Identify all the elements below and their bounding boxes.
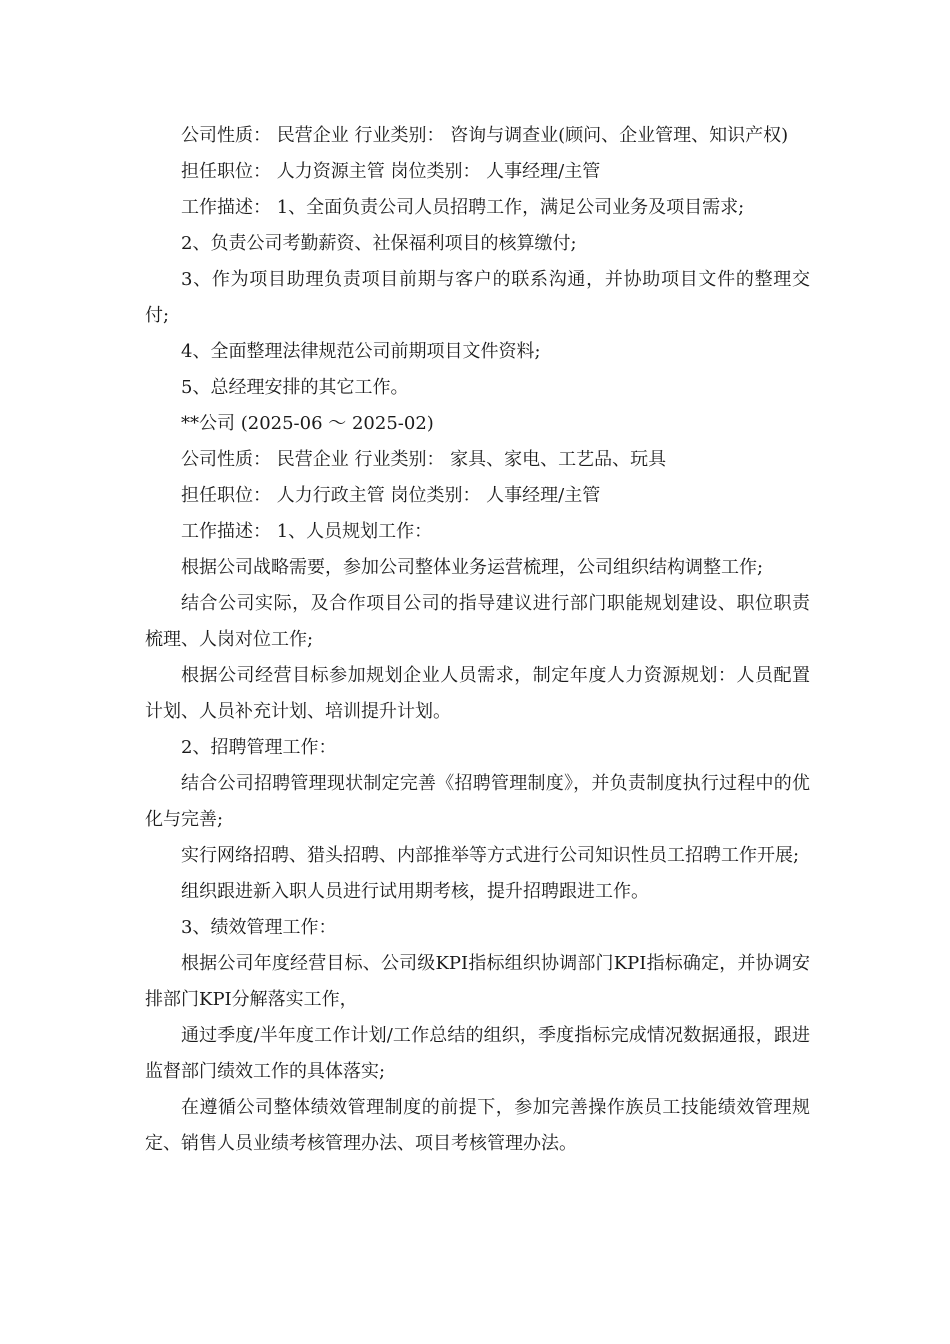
paragraph: 3、作为项目助理负责项目前期与客户的联系沟通，并协助项目文件的整理交付; [145, 269, 810, 326]
paragraph: 在遵循公司整体绩效管理制度的前提下，参加完善操作族员工技能绩效管理规定、销售人员业绩考核管理办法、项目考核管理办法。 [145, 1097, 810, 1154]
paragraph: 实行网络招聘、猎头招聘、内部推举等方式进行公司知识性员工招聘工作开展; [181, 845, 800, 866]
section-heading: 3、绩效管理工作： [181, 917, 337, 938]
paragraph: 结合公司实际，及合作项目公司的指导建议进行部门职能规划建设、职位职责梳理、人岗对位工作; [145, 593, 810, 650]
paragraph: 2、负责公司考勤薪资、社保福利项目的核算缴付; [181, 233, 577, 254]
paragraph: 担任职位： 人力行政主管 岗位类别： 人事经理/主管 [181, 485, 601, 506]
paragraph: 根据公司战略需要，参加公司整体业务运营梳理，公司组织结构调整工作; [181, 557, 764, 578]
paragraph: 工作描述： 1、人员规划工作： [181, 521, 433, 542]
paragraph: 4、全面整理法律规范公司前期项目文件资料; [181, 341, 541, 362]
paragraph: 结合公司招聘管理现状制定完善《招聘管理制度》，并负责制度执行过程中的优化与完善; [145, 773, 810, 830]
paragraph: 公司性质： 民营企业 行业类别： 家具、家电、工艺品、玩具 [181, 449, 667, 470]
company-heading: **公司 (2025-06 ～ 2025-02) [181, 413, 434, 434]
paragraph: 组织跟进新入职人员进行试用期考核，提升招聘跟进工作。 [181, 881, 649, 902]
paragraph: 根据公司年度经营目标、公司级KPI指标组织协调部门KPI指标确定，并协调安排部门KPI分解落实工作， [145, 953, 810, 1010]
section-heading: 2、招聘管理工作： [181, 737, 337, 758]
paragraph: 工作描述： 1、全面负责公司人员招聘工作，满足公司业务及项目需求; [181, 197, 745, 218]
paragraph: 根据公司经营目标参加规划企业人员需求，制定年度人力资源规划：人员配置计划、人员补充计划、培训提升计划。 [145, 665, 810, 722]
paragraph: 担任职位： 人力资源主管 岗位类别： 人事经理/主管 [181, 161, 601, 182]
document-body [145, 118, 810, 1162]
paragraph: 公司性质： 民营企业 行业类别： 咨询与调查业(顾问、企业管理、知识产权) [181, 125, 789, 146]
paragraph: 5、总经理安排的其它工作。 [181, 377, 409, 398]
paragraph: 通过季度/半年度工作计划/工作总结的组织，季度指标完成情况数据通报，跟进监督部门绩效工作的具体落实; [145, 1025, 810, 1082]
